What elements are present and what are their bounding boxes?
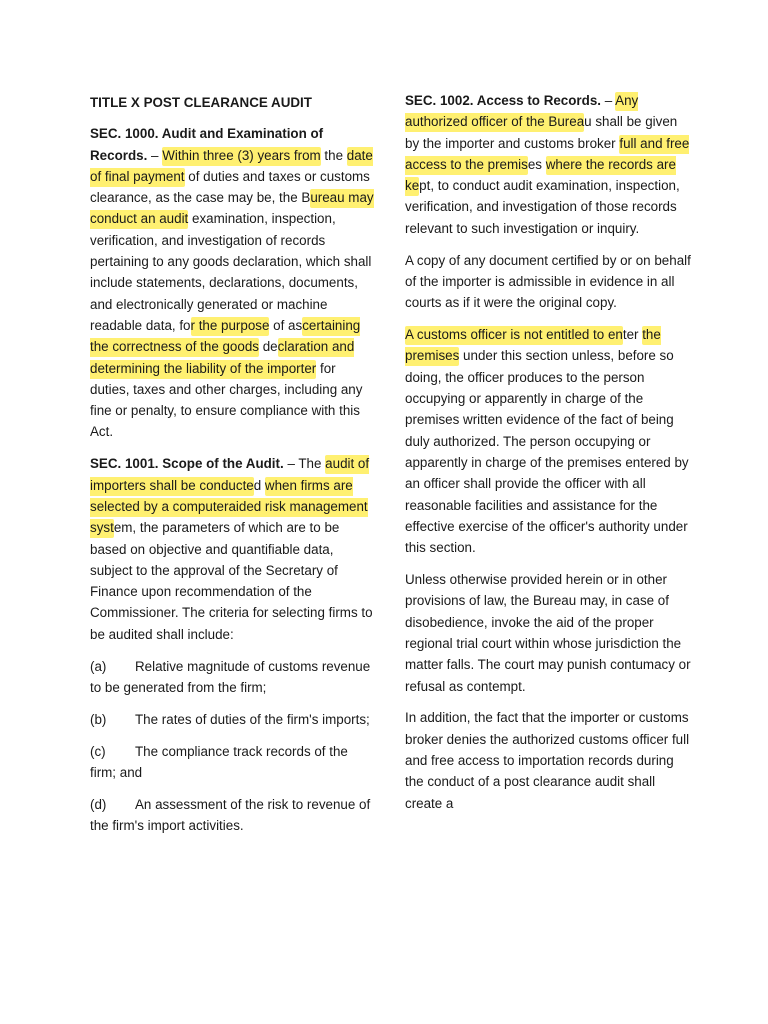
criteria-item: [90, 794, 374, 837]
document-title: TITLE X POST CLEARANCE AUDIT: [90, 95, 312, 110]
text: d: [253, 477, 265, 493]
item-text: The rates of duties of the firm's imports;: [135, 711, 370, 727]
text: for duties, taxes and other charges, including any fine or penalty, to ensure compliance with this Act.: [90, 360, 363, 440]
text: –: [147, 147, 163, 163]
left-column: [90, 90, 374, 847]
section-1000: [90, 123, 374, 442]
section-1000-heading: SEC. 1000. Audit and Examination of Records.: [90, 126, 324, 163]
text: of as: [269, 317, 303, 333]
item-text: Relative magnitude of customs revenue to be generated from the firm;: [90, 658, 371, 695]
highlight: when firms are selected by a computeraided risk management syst: [90, 477, 368, 539]
highlight: r the purpose: [191, 317, 270, 336]
highlight: A customs officer is not entitled to en: [405, 326, 623, 345]
highlight: date of final payment: [90, 147, 373, 187]
item-label: (d): [90, 796, 107, 812]
section-1001-heading: SEC. 1001. Scope of the Audit.: [90, 456, 284, 472]
text: –: [601, 93, 616, 108]
highlight: audit of importers shall be conducte: [90, 455, 369, 495]
paragraph-denial-access: In addition, the fact that the importer or customs broker denies the authorized customs officer full and free access to importation records during the conduct of a post clearance audit shall create a: [405, 710, 690, 811]
text: of duties and taxes or customs clearance, as the case may be, the B: [90, 168, 370, 206]
item-text: The compliance track records of the firm; and: [90, 743, 348, 780]
item-label: (b): [90, 711, 107, 727]
criteria-item: [90, 741, 374, 784]
right-column: [405, 90, 695, 824]
text: u shall be given by the importer and customs broker: [405, 114, 678, 151]
highlight: claration and determining the liability of the importer: [90, 338, 354, 378]
text: ter: [622, 327, 643, 343]
item-label: (c): [90, 743, 106, 759]
highlight: the premises: [405, 326, 661, 366]
paragraph-entry-premises: [405, 324, 695, 558]
paragraph-disobedience: Unless otherwise provided herein or in other provisions of law, the Bureau may, in case of disobedience, invoke the aid of the proper regional trial court within whose jurisdiction the matter falls. The court may punish contumacy or refusal as contempt.: [405, 572, 691, 694]
highlight: full and free access to the premis: [405, 135, 689, 175]
section-1002-heading: SEC. 1002. Access to Records.: [405, 93, 601, 108]
criteria-item: [90, 656, 374, 699]
highlight: certaining the correctness of the goods: [90, 317, 360, 357]
highlight: Within three (3) years from: [162, 147, 321, 166]
highlight: Any authorized officer of the Burea: [405, 92, 638, 132]
item-label: (a): [90, 658, 107, 674]
text: examination, inspection, verification, and investigation of records pertaining to any goods declaration, which shall include statements, declarations, documents, and electronically generated or machine readable data, fo: [90, 211, 372, 333]
text: – The: [283, 456, 326, 472]
text: es: [527, 156, 546, 172]
highlight: ureau may conduct an audit: [90, 189, 374, 229]
text: the parameters of which are to be based on objective and quantifiable data, subject to the approval of the Secretary of Finance upon recommendation of the Commissioner. The criteria for selecting firms to be audited shall include:: [90, 520, 373, 642]
text: em,: [113, 520, 137, 536]
item-text: An assessment of the risk to revenue of the firm's import activities.: [90, 796, 371, 834]
highlight: where the records are ke: [405, 156, 676, 196]
criteria-item: [90, 709, 374, 730]
text: the: [320, 147, 347, 163]
text: de: [258, 339, 278, 355]
text: under this section unless, before so doing, the officer produces to the person occupying or apparently in charge of the premises written evidence of the fact of being duly authorized. The person occupying or apparently in charge of the premises entered by an officer shall provide the officer with all reasonable facilities and assistance for the effective exercise of the officer's authority under this section.: [405, 348, 689, 556]
text: pt, to conduct audit examination, inspection, verification, and investigation of those records relevant to such investigation or inquiry.: [405, 178, 680, 236]
section-1001: [90, 453, 374, 645]
section-1002: [405, 90, 695, 239]
paragraph-copy-admissible: A copy of any document certified by or on behalf of the importer is admissible in evidence in all courts as if it were the original copy.: [405, 252, 691, 311]
